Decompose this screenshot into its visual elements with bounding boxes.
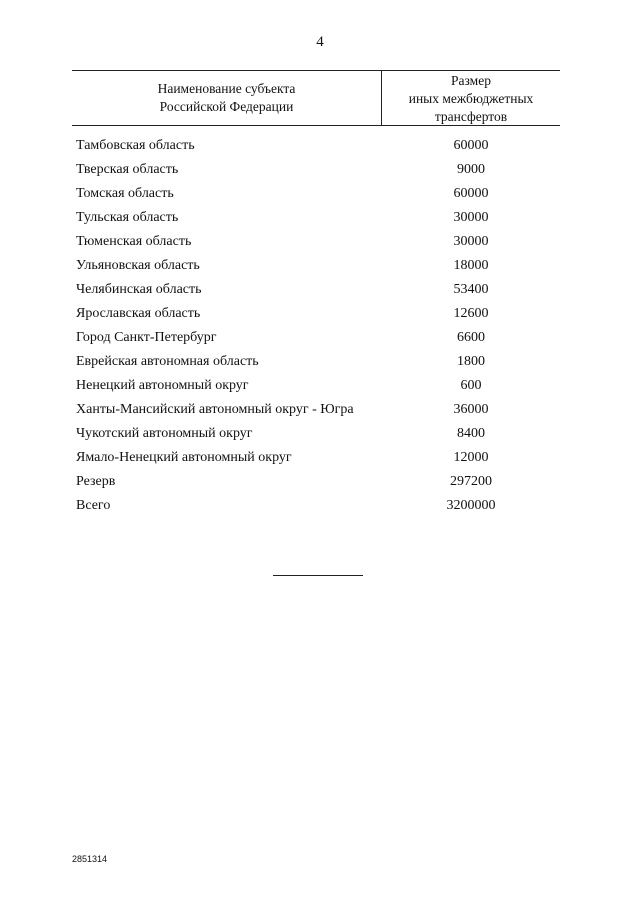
subject-name: Ямало-Ненецкий автономный округ — [76, 450, 292, 465]
table-row — [76, 448, 560, 472]
table-row — [76, 352, 560, 376]
transfer-amount: 3200000 — [446, 498, 496, 513]
transfer-amount: 30000 — [453, 210, 489, 225]
header-column-size — [382, 72, 560, 126]
table-row — [76, 280, 560, 304]
subject-name: Город Санкт-Петербург — [76, 330, 217, 345]
subject-name: Томская область — [76, 186, 174, 201]
transfer-amount: 12000 — [453, 450, 489, 465]
transfer-amount: 600 — [460, 378, 482, 393]
subject-name: Тюменская область — [76, 234, 192, 249]
subject-name: Всего — [76, 498, 111, 513]
subject-name: Резерв — [76, 474, 116, 489]
table-row — [76, 160, 560, 184]
table-row — [76, 376, 560, 400]
subject-name: Тульская область — [76, 210, 179, 225]
table-row — [76, 256, 560, 280]
table-row — [76, 400, 560, 424]
subject-name: Челябинская область — [76, 282, 202, 297]
subject-name: Тамбовская область — [76, 138, 195, 153]
transfer-amount: 1800 — [457, 354, 485, 369]
table-row — [76, 232, 560, 256]
table-row — [76, 304, 560, 328]
table-row — [76, 424, 560, 448]
page-number: 4 — [316, 34, 324, 50]
transfer-amount: 60000 — [453, 138, 489, 153]
table-row — [76, 184, 560, 208]
table-row — [76, 472, 560, 496]
header-size-line: Размер — [451, 73, 491, 88]
transfer-amount: 9000 — [457, 162, 485, 177]
header-name-line: Наименование субъекта — [157, 81, 296, 96]
table-body — [76, 136, 560, 520]
subject-name: Ярославская область — [76, 306, 201, 321]
subject-name: Ханты-Мансийский автономный округ - Югра — [76, 402, 354, 417]
transfer-amount: 36000 — [453, 402, 489, 417]
table-row — [76, 208, 560, 232]
transfer-amount: 12600 — [453, 306, 489, 321]
end-divider — [273, 575, 363, 576]
subject-name: Тверская область — [76, 162, 179, 177]
transfer-amount: 18000 — [453, 258, 489, 273]
transfer-amount: 8400 — [457, 426, 485, 441]
header-size-line: иных межбюджетных — [408, 91, 534, 106]
subject-name: Ульяновская область — [76, 258, 200, 273]
transfer-amount: 30000 — [453, 234, 489, 249]
transfer-amount: 60000 — [453, 186, 489, 201]
subject-name: Чукотский автономный округ — [76, 426, 253, 441]
transfer-amount: 53400 — [453, 282, 489, 297]
header-size-line: трансфертов — [434, 109, 508, 124]
transfer-amount: 297200 — [450, 474, 492, 489]
header-column-name — [72, 80, 381, 116]
subject-name: Еврейская автономная область — [76, 354, 259, 369]
table-row — [76, 328, 560, 352]
header-name-line: Российской Федерации — [159, 99, 294, 114]
subject-name: Ненецкий автономный округ — [76, 378, 249, 393]
table-row — [76, 136, 560, 160]
table-header — [72, 70, 560, 126]
transfer-amount: 6600 — [457, 330, 485, 345]
document-code: 2851314 — [72, 854, 108, 864]
table-row — [76, 496, 560, 520]
